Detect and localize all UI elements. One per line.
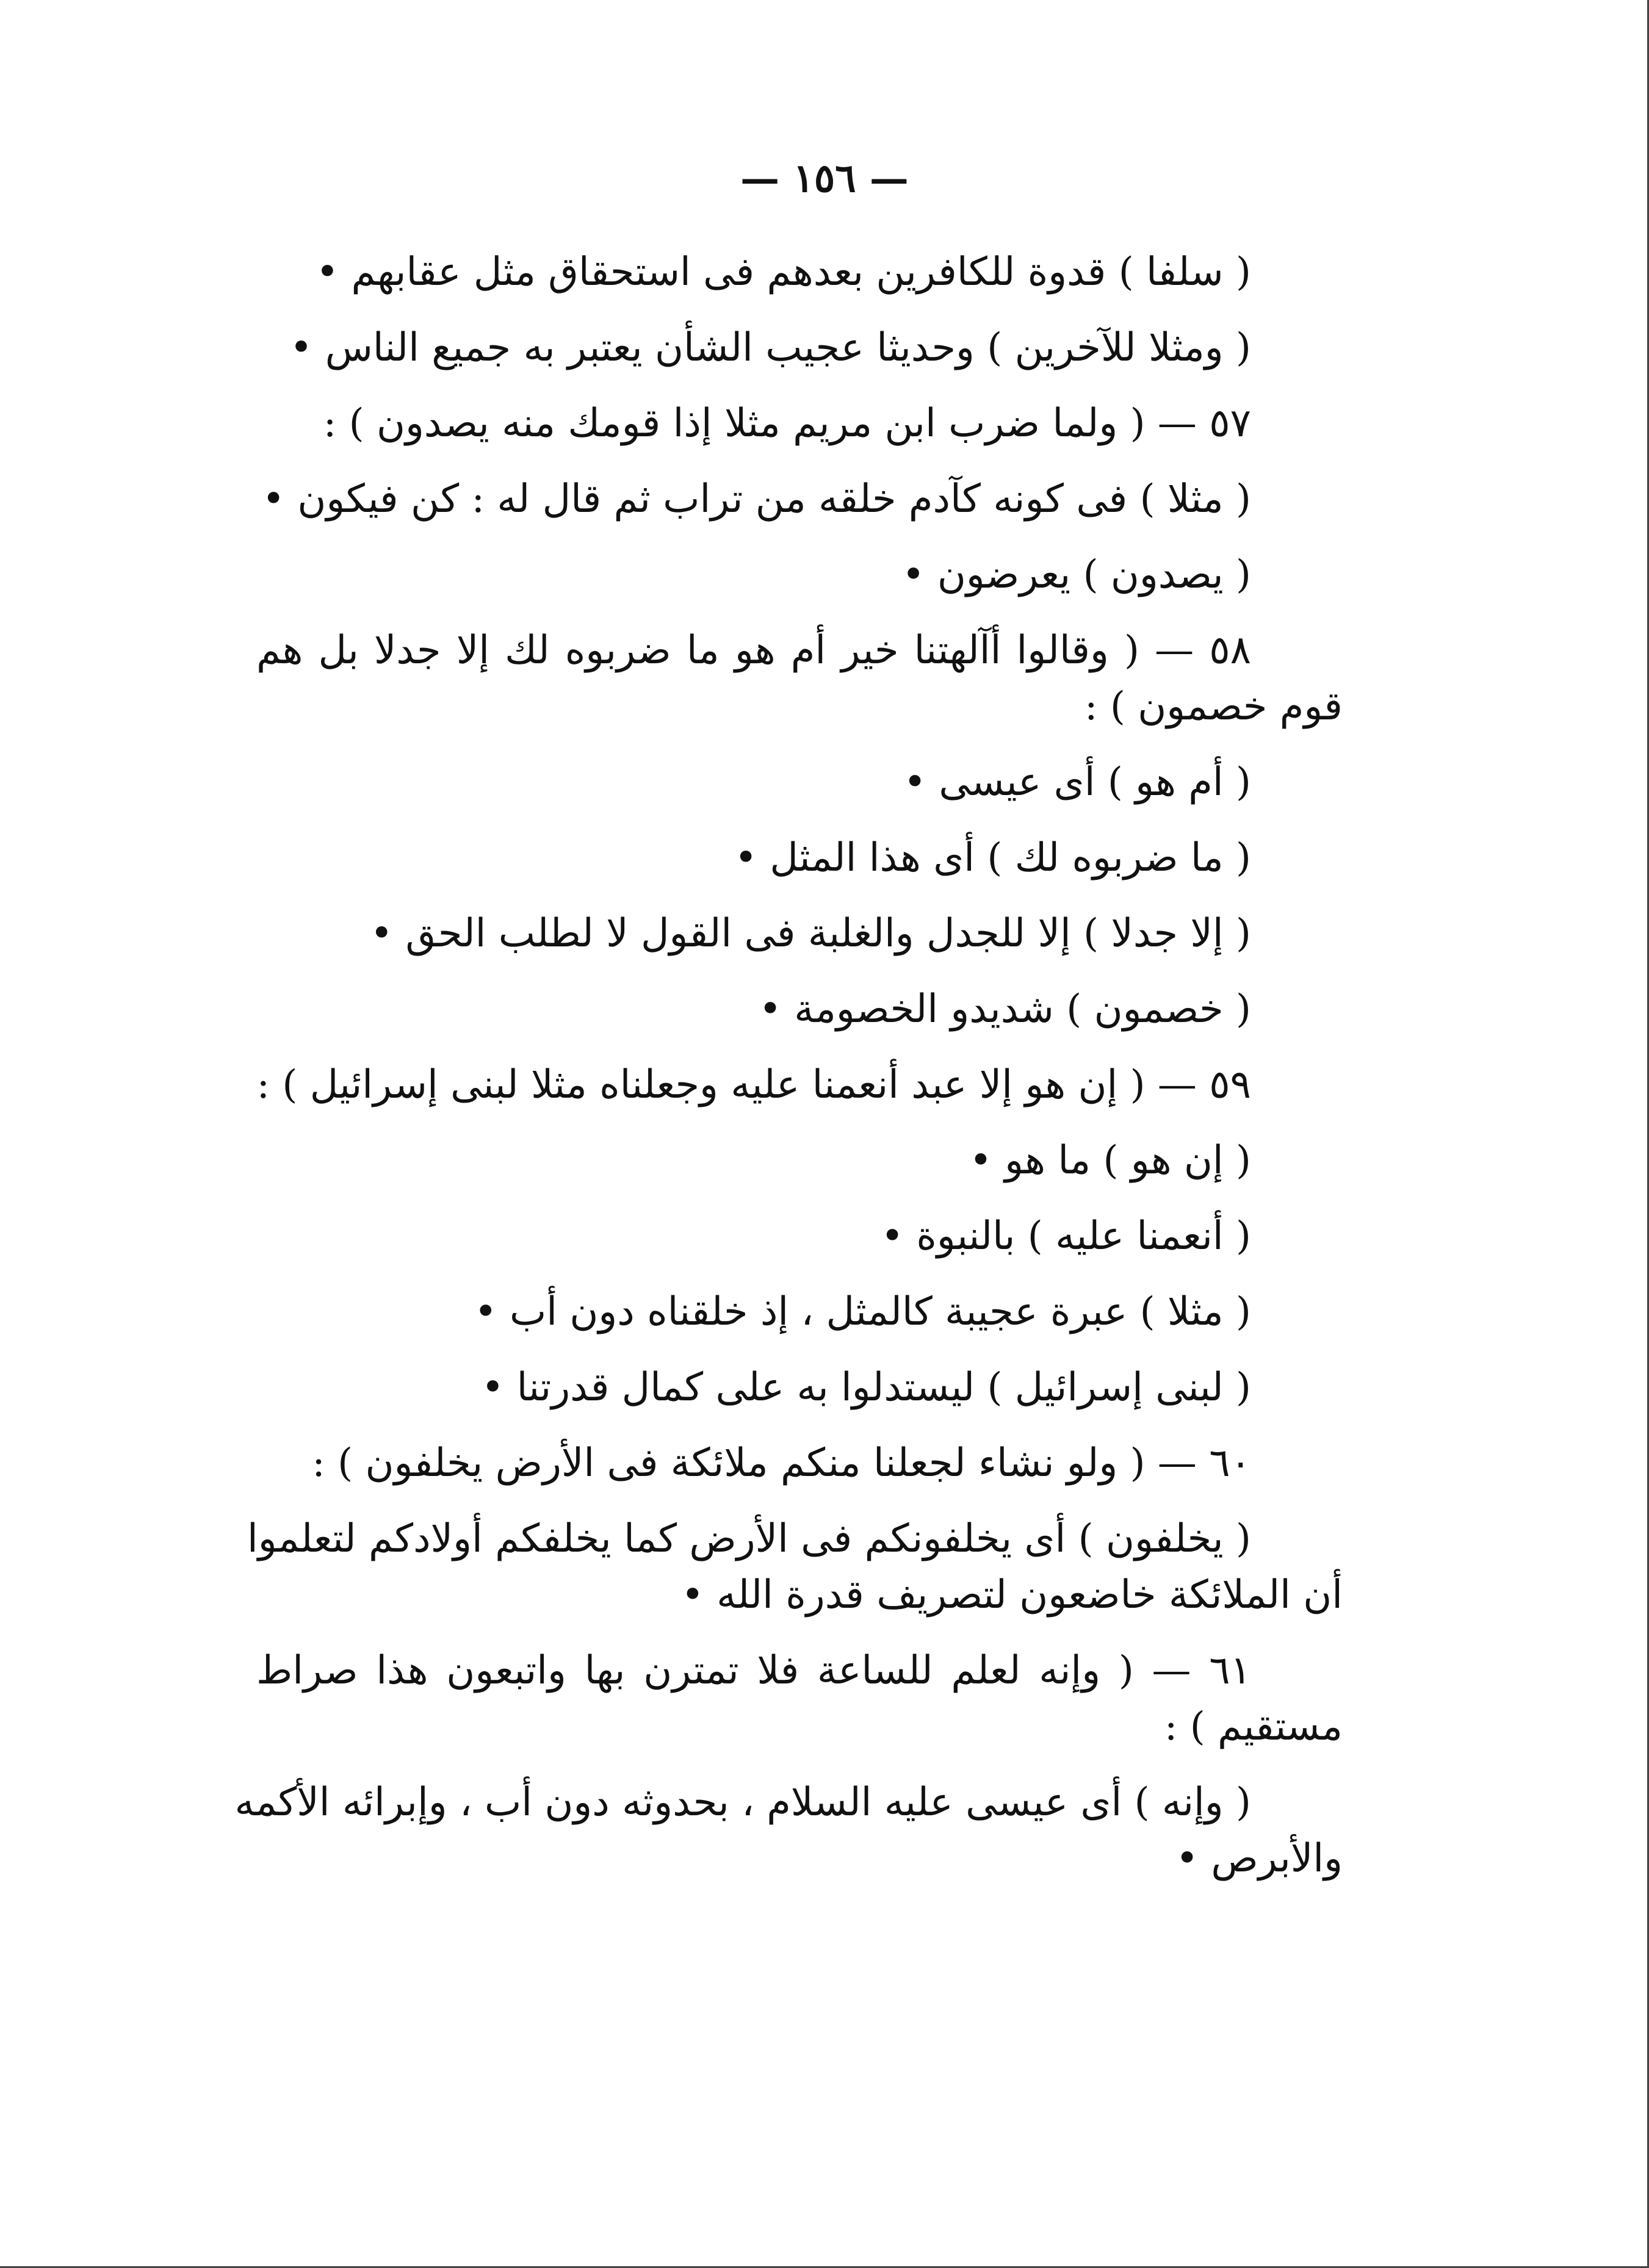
- text-line: ( لبنى إسرائيل ) ليستدلوا به على كمال قدرتنا •: [481, 1365, 1251, 1410]
- text-line: ( أنعمنا عليه ) بالنبوة •: [881, 1214, 1251, 1259]
- text-line: ( إن هو ) ما هو •: [969, 1138, 1251, 1183]
- text-line: ٥٧ — ( ولما ضرب ابن مريم مثلا إذا قومك منه يصدون ) :: [323, 401, 1251, 446]
- text-line: ( مثلا ) فى كونه كآدم خلقه من تراب ثم قال له : كن فيكون •: [262, 477, 1251, 522]
- text-line: ( يخلفون ) أى يخلفونكم فى الأرض كما يخلفكم أولادكم لتعلموا: [247, 1516, 1251, 1561]
- text-line: والأبرص •: [1175, 1836, 1343, 1881]
- commentary-text: [234, 244, 1343, 1887]
- text-line: أن الملائكة خاضعون لتصريف قدرة الله •: [681, 1572, 1343, 1618]
- text-line: ( ومثلا للآخرين ) وحديثا عجيب الشأن يعتبر به جميع الناس •: [289, 325, 1251, 370]
- text-line: ( أم هو ) أى عيسى •: [903, 760, 1251, 805]
- verse-line: ٦٠ — ( ولو نشاء لجعلنا منكم ملائكة فى الأرض يخلفون ) :: [312, 1441, 1251, 1486]
- verse-line: ٥٨ — ( وقالوا أآلهتنا خير أم هو ما ضربوه لك إلا جدلا بل هم: [256, 628, 1251, 673]
- text-line: ( ما ضربوه لك ) أى هذا المثل •: [734, 835, 1251, 880]
- text-line: ( خصمون ) شديدو الخصومة •: [759, 987, 1251, 1032]
- text-line: ( وإنه ) أى عيسى عليه السلام ، بحدوثه دون أب ، وإبرائه الأكمه: [234, 1780, 1251, 1825]
- verse-line: ٥٩ — ( إن هو إلا عبد أنعمنا عليه وجعلناه مثلا لبنى إسرائيل ) :: [256, 1062, 1251, 1107]
- text-line: ( مثلا ) عبرة عجيبة كالمثل ، إذ خلقناه دون أب •: [474, 1289, 1251, 1334]
- page-number: — ١٥٦ —: [740, 156, 909, 201]
- verse-line: مستقيم ) :: [1164, 1704, 1343, 1749]
- text-line: ( سلفا ) قدوة للكافرين بعدهم فى استحقاق مثل عقابهم •: [316, 250, 1251, 295]
- verse-line: ٦١ — ( وإنه لعلم للساعة فلا تمترن بها واتبعون هذا صراط: [256, 1648, 1252, 1693]
- text-line: ( إلا جدلا ) إلا للجدل والغلبة فى القول لا لطلب الحق •: [370, 911, 1251, 956]
- verse-line: قوم خصمون ) :: [1084, 684, 1343, 729]
- text-line: ( يصدون ) يعرضون •: [901, 552, 1251, 597]
